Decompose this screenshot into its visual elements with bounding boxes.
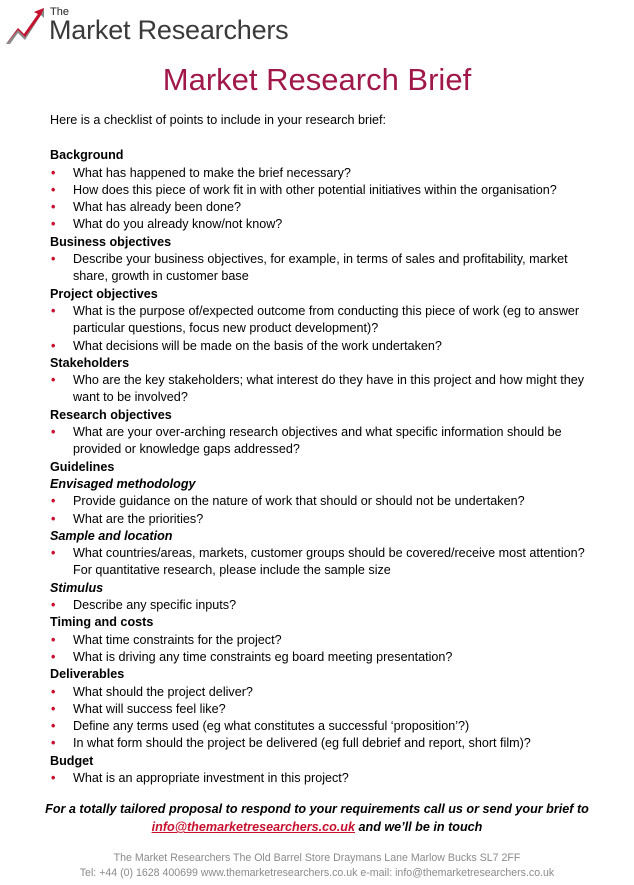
- bullet-dot-icon: •: [51, 701, 56, 716]
- bullet-list: [50, 632, 590, 667]
- bullet-dot-icon: •: [51, 182, 56, 197]
- list-item: [50, 303, 590, 338]
- bullet-dot-icon: •: [51, 546, 56, 561]
- list-item-text: Who are the key stakeholders; what interest do they have in this project and how might they want to be involved?: [73, 373, 585, 405]
- bullet-list: [50, 251, 590, 286]
- bullet-dot-icon: •: [51, 338, 56, 353]
- checklist-section: [50, 147, 590, 233]
- checklist-section: [50, 476, 590, 528]
- list-item: [50, 649, 590, 666]
- bullet-dot-icon: •: [51, 649, 56, 664]
- footer-address: The Market Researchers The Old Barrel Store Draymans Lane Marlow Bucks SL7 2FF: [113, 852, 521, 864]
- bullet-dot-icon: •: [51, 494, 56, 509]
- list-item-text: Describe any specific inputs?: [73, 598, 237, 613]
- checklist-section: [50, 355, 590, 407]
- section-heading: Deliverables: [50, 667, 125, 682]
- list-item-text: What should the project deliver?: [73, 684, 253, 699]
- list-item-text: What will success feel like?: [73, 701, 226, 716]
- list-item-text: What do you already know/not know?: [73, 217, 283, 232]
- list-item: [50, 338, 590, 355]
- company-logo: [4, 4, 289, 46]
- list-item: [50, 165, 590, 182]
- bullet-list: [50, 424, 590, 459]
- intro-text: Here is a checklist of points to include in your research brief:: [50, 113, 386, 127]
- bullet-dot-icon: •: [51, 684, 56, 699]
- bullet-list: [50, 770, 590, 787]
- list-item-text: What are the priorities?: [73, 511, 204, 526]
- section-heading: Research objectives: [50, 407, 172, 422]
- list-item: [50, 424, 590, 459]
- bullet-list: [50, 545, 590, 580]
- bullet-list: [50, 303, 590, 355]
- section-heading: Budget: [50, 753, 94, 768]
- cta-line-2: [0, 818, 634, 836]
- list-item-text: What decisions will be made on the basis of the work undertaken?: [73, 338, 442, 353]
- list-item-text: What countries/areas, markets, customer groups should be covered/receive most attention? For quantitative research, please include the sample size: [73, 546, 585, 578]
- section-subheading: Sample and location: [50, 528, 173, 543]
- cta-suffix: and we’ll be in touch: [355, 820, 483, 834]
- list-item: [50, 770, 590, 787]
- checklist-section: [50, 753, 590, 788]
- section-heading: Background: [50, 148, 124, 163]
- bullet-dot-icon: •: [51, 373, 56, 388]
- list-item-text: Describe your business objectives, for example, in terms of sales and profitability, market share, growth in customer base: [73, 252, 568, 284]
- bullet-list: [50, 372, 590, 407]
- brief-checklist: [50, 112, 590, 787]
- list-item-text: What has happened to make the brief necessary?: [73, 165, 351, 180]
- bullet-dot-icon: •: [51, 511, 56, 526]
- list-item-text: What has already been done?: [73, 200, 242, 215]
- checklist-section: [50, 666, 590, 752]
- list-item: [50, 372, 590, 407]
- checklist-section: [50, 407, 590, 459]
- list-item-text: What is the purpose of/expected outcome from conducting this piece of work (eg to answer particular questions, focus new product development)?: [73, 303, 580, 336]
- section-heading: Project objectives: [50, 286, 158, 301]
- section-heading: Guidelines: [50, 459, 115, 474]
- list-item: [50, 182, 590, 199]
- list-item-text: How does this piece of work fit in with other potential initiatives within the organisation?: [73, 182, 557, 197]
- list-item: [50, 597, 590, 614]
- checklist-section: [50, 614, 590, 666]
- section-heading: Business objectives: [50, 234, 172, 249]
- section-subheading: Envisaged methodology: [50, 476, 196, 491]
- rising-arrow-icon: [4, 6, 46, 46]
- document-title: Market Research Brief: [162, 62, 472, 97]
- bullet-list: [50, 684, 590, 753]
- list-item: [50, 199, 590, 216]
- bullet-dot-icon: •: [51, 217, 56, 232]
- bullet-dot-icon: •: [51, 770, 56, 785]
- list-item: [50, 511, 590, 528]
- list-item-text: What is driving any time constraints eg board meeting presentation?: [73, 649, 453, 664]
- list-item-text: Define any terms used (eg what constitutes a successful ‘proposition’?): [73, 719, 470, 734]
- page-footer: [0, 851, 634, 880]
- bullet-dot-icon: •: [51, 632, 56, 647]
- bullet-dot-icon: •: [51, 598, 56, 613]
- bullet-dot-icon: •: [51, 165, 56, 180]
- checklist-sections: [50, 147, 590, 787]
- list-item: [50, 684, 590, 701]
- checklist-section: [50, 580, 590, 615]
- list-item: [50, 216, 590, 233]
- bullet-list: [50, 165, 590, 234]
- logo-name-text: Market Researchers: [49, 15, 289, 45]
- section-subheading: Stimulus: [50, 580, 104, 595]
- bullet-dot-icon: •: [51, 303, 56, 318]
- checklist-section: [50, 286, 590, 355]
- list-item-text: What is an appropriate investment in this project?: [73, 770, 349, 785]
- list-item-text: What are your over-arching research objectives and what specific information should be provided or knowledge gaps addressed?: [73, 425, 562, 457]
- section-heading: Stakeholders: [50, 355, 130, 370]
- bullet-dot-icon: •: [51, 719, 56, 734]
- list-item-text: Provide guidance on the nature of work that should or should not be undertaken?: [73, 494, 525, 509]
- bullet-dot-icon: •: [51, 425, 56, 440]
- checklist-section: [50, 528, 590, 580]
- list-item-text: In what form should the project be delivered (eg full debrief and report, short film)?: [73, 736, 531, 751]
- bullet-dot-icon: •: [51, 252, 56, 267]
- list-item: [50, 735, 590, 752]
- section-heading: Timing and costs: [50, 615, 154, 630]
- bullet-dot-icon: •: [51, 736, 56, 751]
- list-item: [50, 718, 590, 735]
- list-item: [50, 251, 590, 286]
- bullet-list: [50, 597, 590, 614]
- list-item: [50, 632, 590, 649]
- bullet-list: [50, 493, 590, 528]
- checklist-section: [50, 234, 590, 286]
- checklist-section: [50, 459, 590, 476]
- bullet-dot-icon: •: [51, 200, 56, 215]
- list-item-text: What time constraints for the project?: [73, 632, 282, 647]
- list-item: [50, 701, 590, 718]
- footer-contact: Tel: +44 (0) 1628 400699 www.themarketresearchers.co.uk e-mail: info@themarketresearchers.co.uk: [79, 866, 555, 879]
- list-item: [50, 493, 590, 510]
- cta-line-1: For a totally tailored proposal to respond to your requirements call us or send your brief to: [45, 802, 589, 816]
- list-item: [50, 545, 590, 580]
- email-link[interactable]: info@themarketresearchers.co.uk: [151, 820, 355, 834]
- call-to-action: [0, 800, 634, 836]
- logo-the-text: The: [50, 6, 69, 18]
